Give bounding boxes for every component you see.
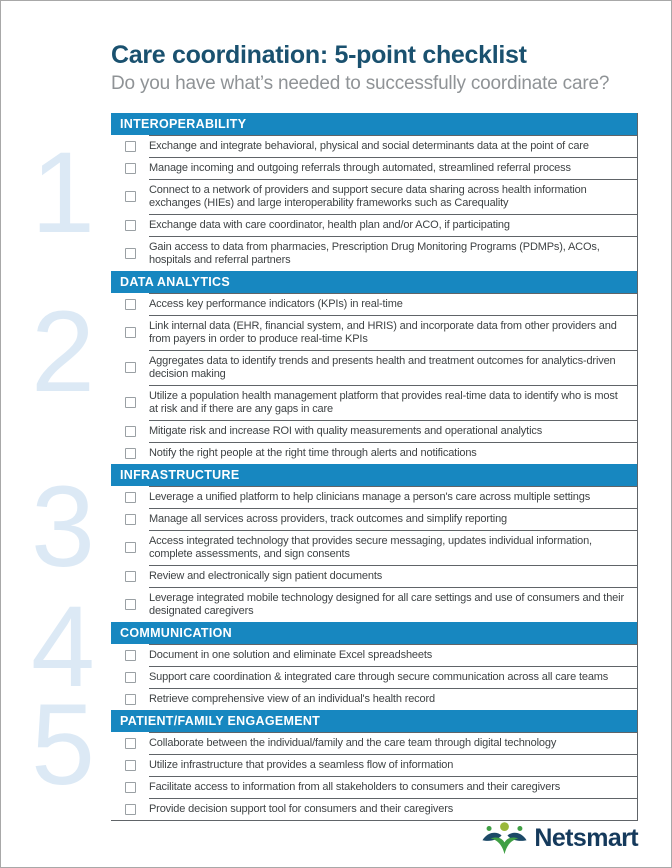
checklist-item-label: Document in one solution and eliminate Excel spreadsheets [149, 644, 637, 666]
checklist-item-label: Leverage integrated mobile technology designed for all care settings and use of consumers and their designated caregivers [149, 587, 637, 622]
checkbox[interactable] [125, 220, 136, 231]
checklist-item [111, 486, 637, 508]
checkbox[interactable] [125, 492, 136, 503]
checklist-item-label: Mitigate risk and increase ROI with quality measurements and operational analytics [149, 420, 637, 442]
checkbox-cell [111, 754, 149, 776]
checklist-item [111, 420, 637, 442]
section-number-1: 1 [31, 129, 95, 257]
section-title: DATA ANALYTICS [120, 275, 230, 289]
checkbox[interactable] [125, 672, 136, 683]
checkbox-cell [111, 236, 149, 271]
checklist-item [111, 798, 637, 820]
brand-logo [481, 819, 638, 857]
checklist-item [111, 754, 637, 776]
checklist-item [111, 666, 637, 688]
checkbox-cell [111, 798, 149, 820]
checklist-item [111, 442, 637, 464]
checklist-item [111, 135, 637, 157]
checkbox-cell [111, 587, 149, 622]
checkbox[interactable] [125, 163, 136, 174]
checkbox-cell [111, 315, 149, 350]
checklist-item [111, 214, 637, 236]
checklist-item-label: Leverage a unified platform to help clinicians manage a person's care across multiple settings [149, 486, 637, 508]
checkbox-cell [111, 442, 149, 464]
checkbox[interactable] [125, 760, 136, 771]
checkbox[interactable] [125, 694, 136, 705]
checkbox-cell [111, 688, 149, 710]
checkbox-cell [111, 508, 149, 530]
brand-name: Netsmart [534, 823, 638, 852]
checkbox[interactable] [125, 738, 136, 749]
section-title: INTEROPERABILITY [120, 117, 247, 131]
section-number-4: 4 [31, 583, 95, 711]
checklist-item-label: Provide decision support tool for consumers and their caregivers [149, 798, 637, 820]
checklist-item [111, 385, 637, 420]
checkbox-cell [111, 486, 149, 508]
checkbox[interactable] [125, 248, 136, 259]
section-number-5: 5 [31, 681, 95, 809]
checkbox[interactable] [125, 782, 136, 793]
section-number-2: 2 [31, 288, 95, 416]
checkbox[interactable] [125, 571, 136, 582]
checkbox-cell [111, 385, 149, 420]
checkbox[interactable] [125, 448, 136, 459]
checkbox-cell [111, 157, 149, 179]
checkbox[interactable] [125, 191, 136, 202]
checklist-item [111, 508, 637, 530]
section-header-data-analytics [111, 271, 637, 293]
checkbox-cell [111, 420, 149, 442]
checkbox-cell [111, 293, 149, 315]
checkbox[interactable] [125, 426, 136, 437]
checklist-table [111, 113, 638, 821]
checklist-item [111, 350, 637, 385]
checklist-item [111, 315, 637, 350]
checkbox-cell [111, 530, 149, 565]
section-header-communication [111, 622, 637, 644]
section-header-infrastructure [111, 464, 637, 486]
checkbox-cell [111, 666, 149, 688]
checkbox[interactable] [125, 141, 136, 152]
page-subtitle: Do you have what’s needed to successfully coordinate care? [111, 73, 610, 94]
checklist-item-label: Review and electronically sign patient documents [149, 565, 637, 587]
checklist-item [111, 776, 637, 798]
checklist-item-label: Access key performance indicators (KPIs) in real-time [149, 293, 637, 315]
checkbox-cell [111, 214, 149, 236]
checkbox-cell [111, 179, 149, 214]
checkbox[interactable] [125, 650, 136, 661]
checklist-item [111, 157, 637, 179]
checklist-item [111, 236, 637, 271]
checklist-item-label: Aggregates data to identify trends and presents health and treatment outcomes for analytics-driven decision making [149, 350, 637, 385]
checkbox-cell [111, 776, 149, 798]
checklist-item [111, 179, 637, 214]
checklist-item [111, 732, 637, 754]
checkbox-cell [111, 732, 149, 754]
checklist-item-label: Access integrated technology that provides secure messaging, updates individual information, complete assessments, and sign consents [149, 530, 637, 565]
checklist-item-label: Manage all services across providers, track outcomes and simplify reporting [149, 508, 637, 530]
checkbox[interactable] [125, 542, 136, 553]
checklist-item [111, 530, 637, 565]
checklist-item-label: Manage incoming and outgoing referrals through automated, streamlined referral process [149, 157, 637, 179]
checklist-item-label: Support care coordination & integrated care through secure communication across all care teams [149, 666, 637, 688]
page-title: Care coordination: 5-point checklist [111, 41, 527, 69]
checklist-item-label: Gain access to data from pharmacies, Prescription Drug Monitoring Programs (PDMPs), ACOs, hospitals and referral partners [149, 236, 637, 271]
checkbox-cell [111, 565, 149, 587]
section-title: PATIENT/FAMILY ENGAGEMENT [120, 714, 321, 728]
checkbox[interactable] [125, 804, 136, 815]
section-title: INFRASTRUCTURE [120, 468, 240, 482]
checklist-item-label: Link internal data (EHR, financial system, and HRIS) and incorporate data from other providers and from payers in order to produce real-time KPIs [149, 315, 637, 350]
checklist-item-label: Retrieve comprehensive view of an individual's health record [149, 688, 637, 710]
document-header [111, 41, 641, 96]
checklist-item-label: Facilitate access to information from all stakeholders to consumers and their caregivers [149, 776, 637, 798]
checklist-item [111, 565, 637, 587]
checkbox-cell [111, 644, 149, 666]
checklist-item-label: Utilize a population health management platform that provides real-time data to identify who is most at risk and if there are any gaps in care [149, 385, 637, 420]
section-header-interoperability [111, 113, 637, 135]
checklist-item-label: Connect to a network of providers and support secure data sharing across health information exchanges (HIEs) and large interoperability frameworks such as Carequality [149, 179, 637, 214]
checklist-item-label: Exchange data with care coordinator, health plan and/or ACO, if participating [149, 214, 637, 236]
checkbox[interactable] [125, 397, 136, 408]
section-header-patient-family-engagement [111, 710, 637, 732]
checkbox[interactable] [125, 327, 136, 338]
checklist-item [111, 644, 637, 666]
checkbox[interactable] [125, 362, 136, 373]
checkbox[interactable] [125, 299, 136, 310]
checklist-item [111, 293, 637, 315]
checklist-item-label: Notify the right people at the right time through alerts and notifications [149, 442, 637, 464]
checkbox-cell [111, 135, 149, 157]
checkbox[interactable] [125, 599, 136, 610]
section-title: COMMUNICATION [120, 626, 232, 640]
checkbox[interactable] [125, 514, 136, 525]
checklist-item [111, 587, 637, 622]
checklist-item-label: Utilize infrastructure that provides a seamless flow of information [149, 754, 637, 776]
checklist-item-label: Collaborate between the individual/family and the care team through digital technology [149, 732, 637, 754]
section-number-3: 3 [31, 463, 95, 591]
netsmart-people-icon [481, 819, 528, 857]
checklist-item [111, 688, 637, 710]
checkbox-cell [111, 350, 149, 385]
checklist-item-label: Exchange and integrate behavioral, physical and social determinants data at the point of care [149, 135, 637, 157]
